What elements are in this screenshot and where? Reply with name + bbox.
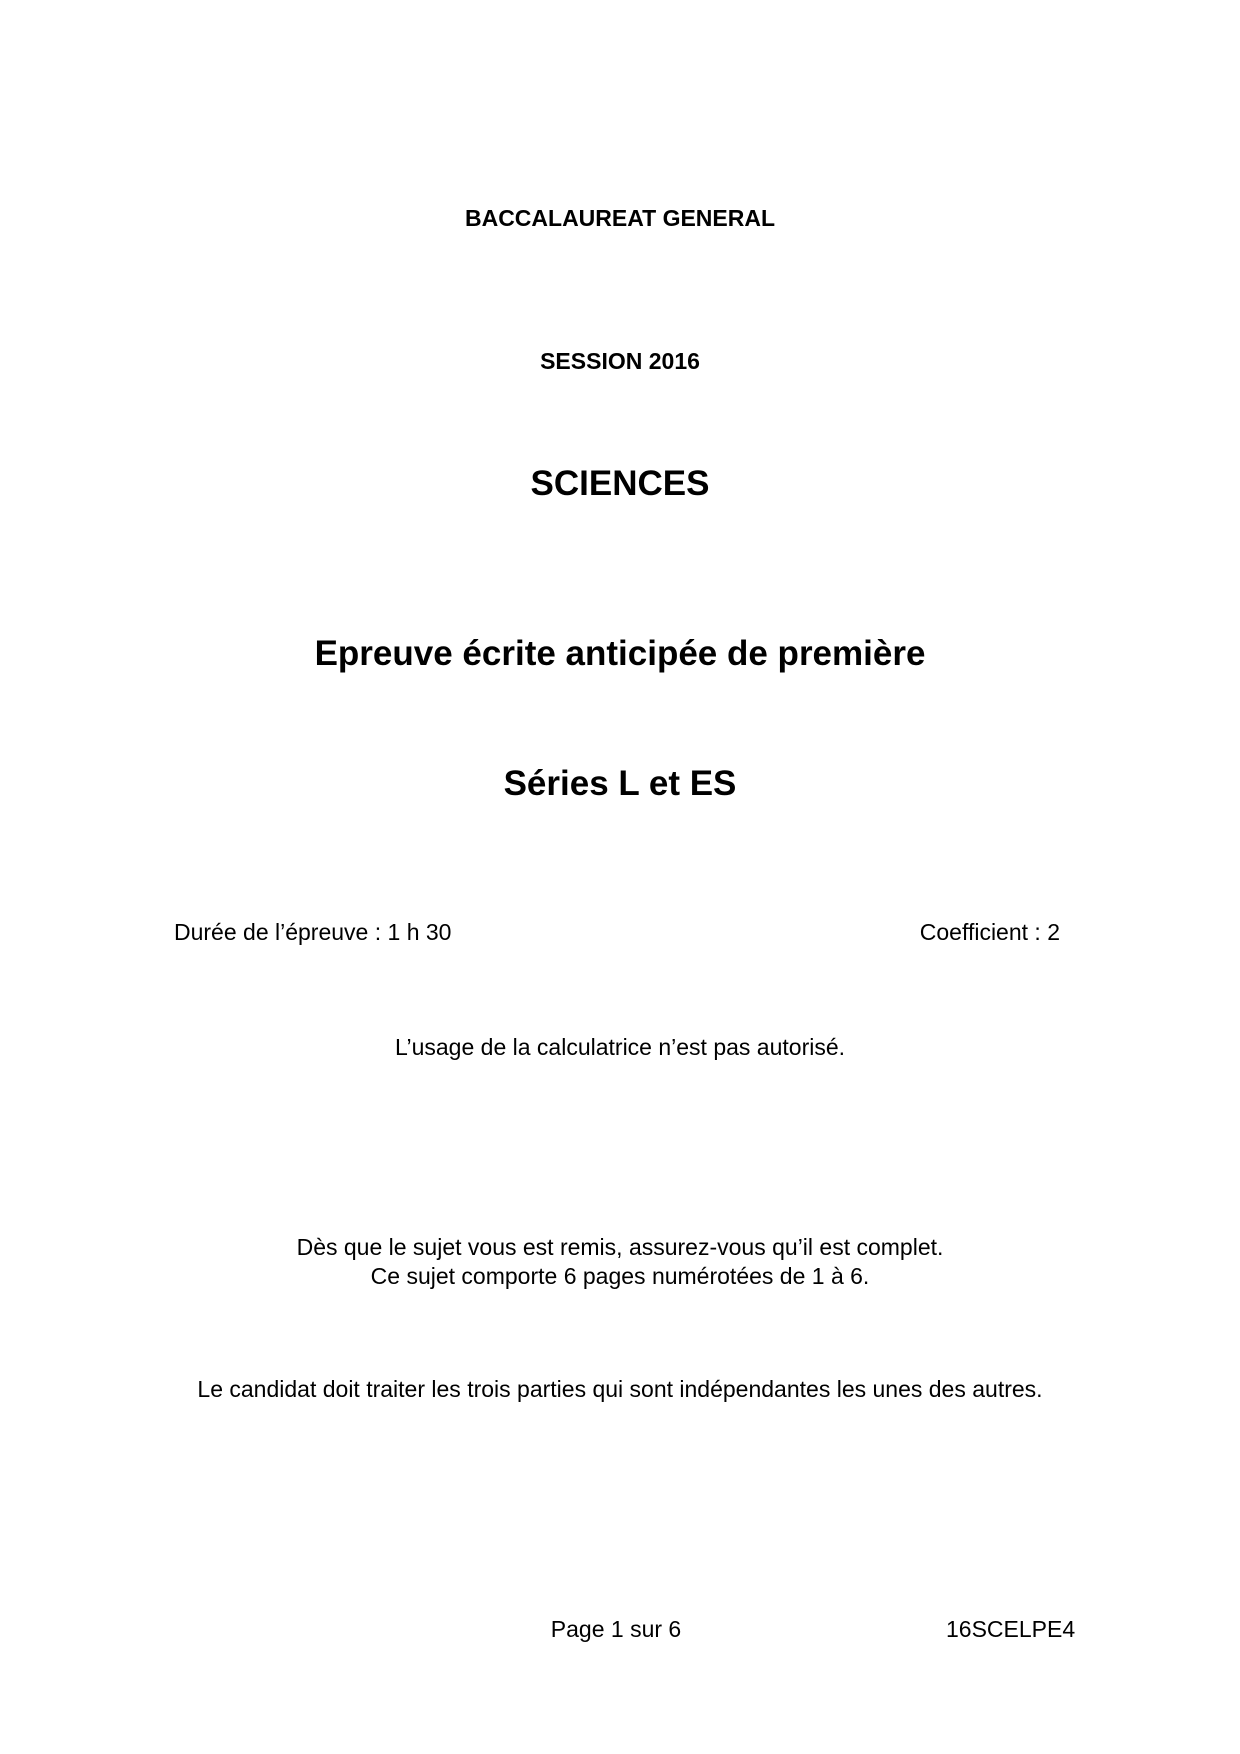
- session-heading: SESSION 2016: [540, 348, 700, 374]
- subject-code: 16SCELPE4: [946, 1616, 1076, 1642]
- duration-text: Durée de l’épreuve : 1 h 30: [174, 919, 452, 945]
- completeness-instruction: Dès que le sujet vous est remis, assurez-vous qu’il est complet.: [296, 1234, 944, 1260]
- series-title: Séries L et ES: [503, 764, 737, 803]
- calculator-notice: L’usage de la calculatrice n’est pas autorisé.: [394, 1034, 846, 1060]
- coefficient-text: Coefficient : 2: [919, 919, 1060, 945]
- exam-heading: BACCALAUREAT GENERAL: [464, 205, 776, 231]
- page-number: Page 1 sur 6: [550, 1616, 682, 1642]
- parts-instruction: Le candidat doit traiter les trois parties qui sont indépendantes les unes des autres.: [197, 1376, 1043, 1402]
- page-count-instruction: Ce sujet comporte 6 pages numérotées de 1 à 6.: [370, 1263, 870, 1289]
- subject-title: SCIENCES: [530, 464, 710, 503]
- test-type-title: Epreuve écrite anticipée de première: [314, 634, 926, 673]
